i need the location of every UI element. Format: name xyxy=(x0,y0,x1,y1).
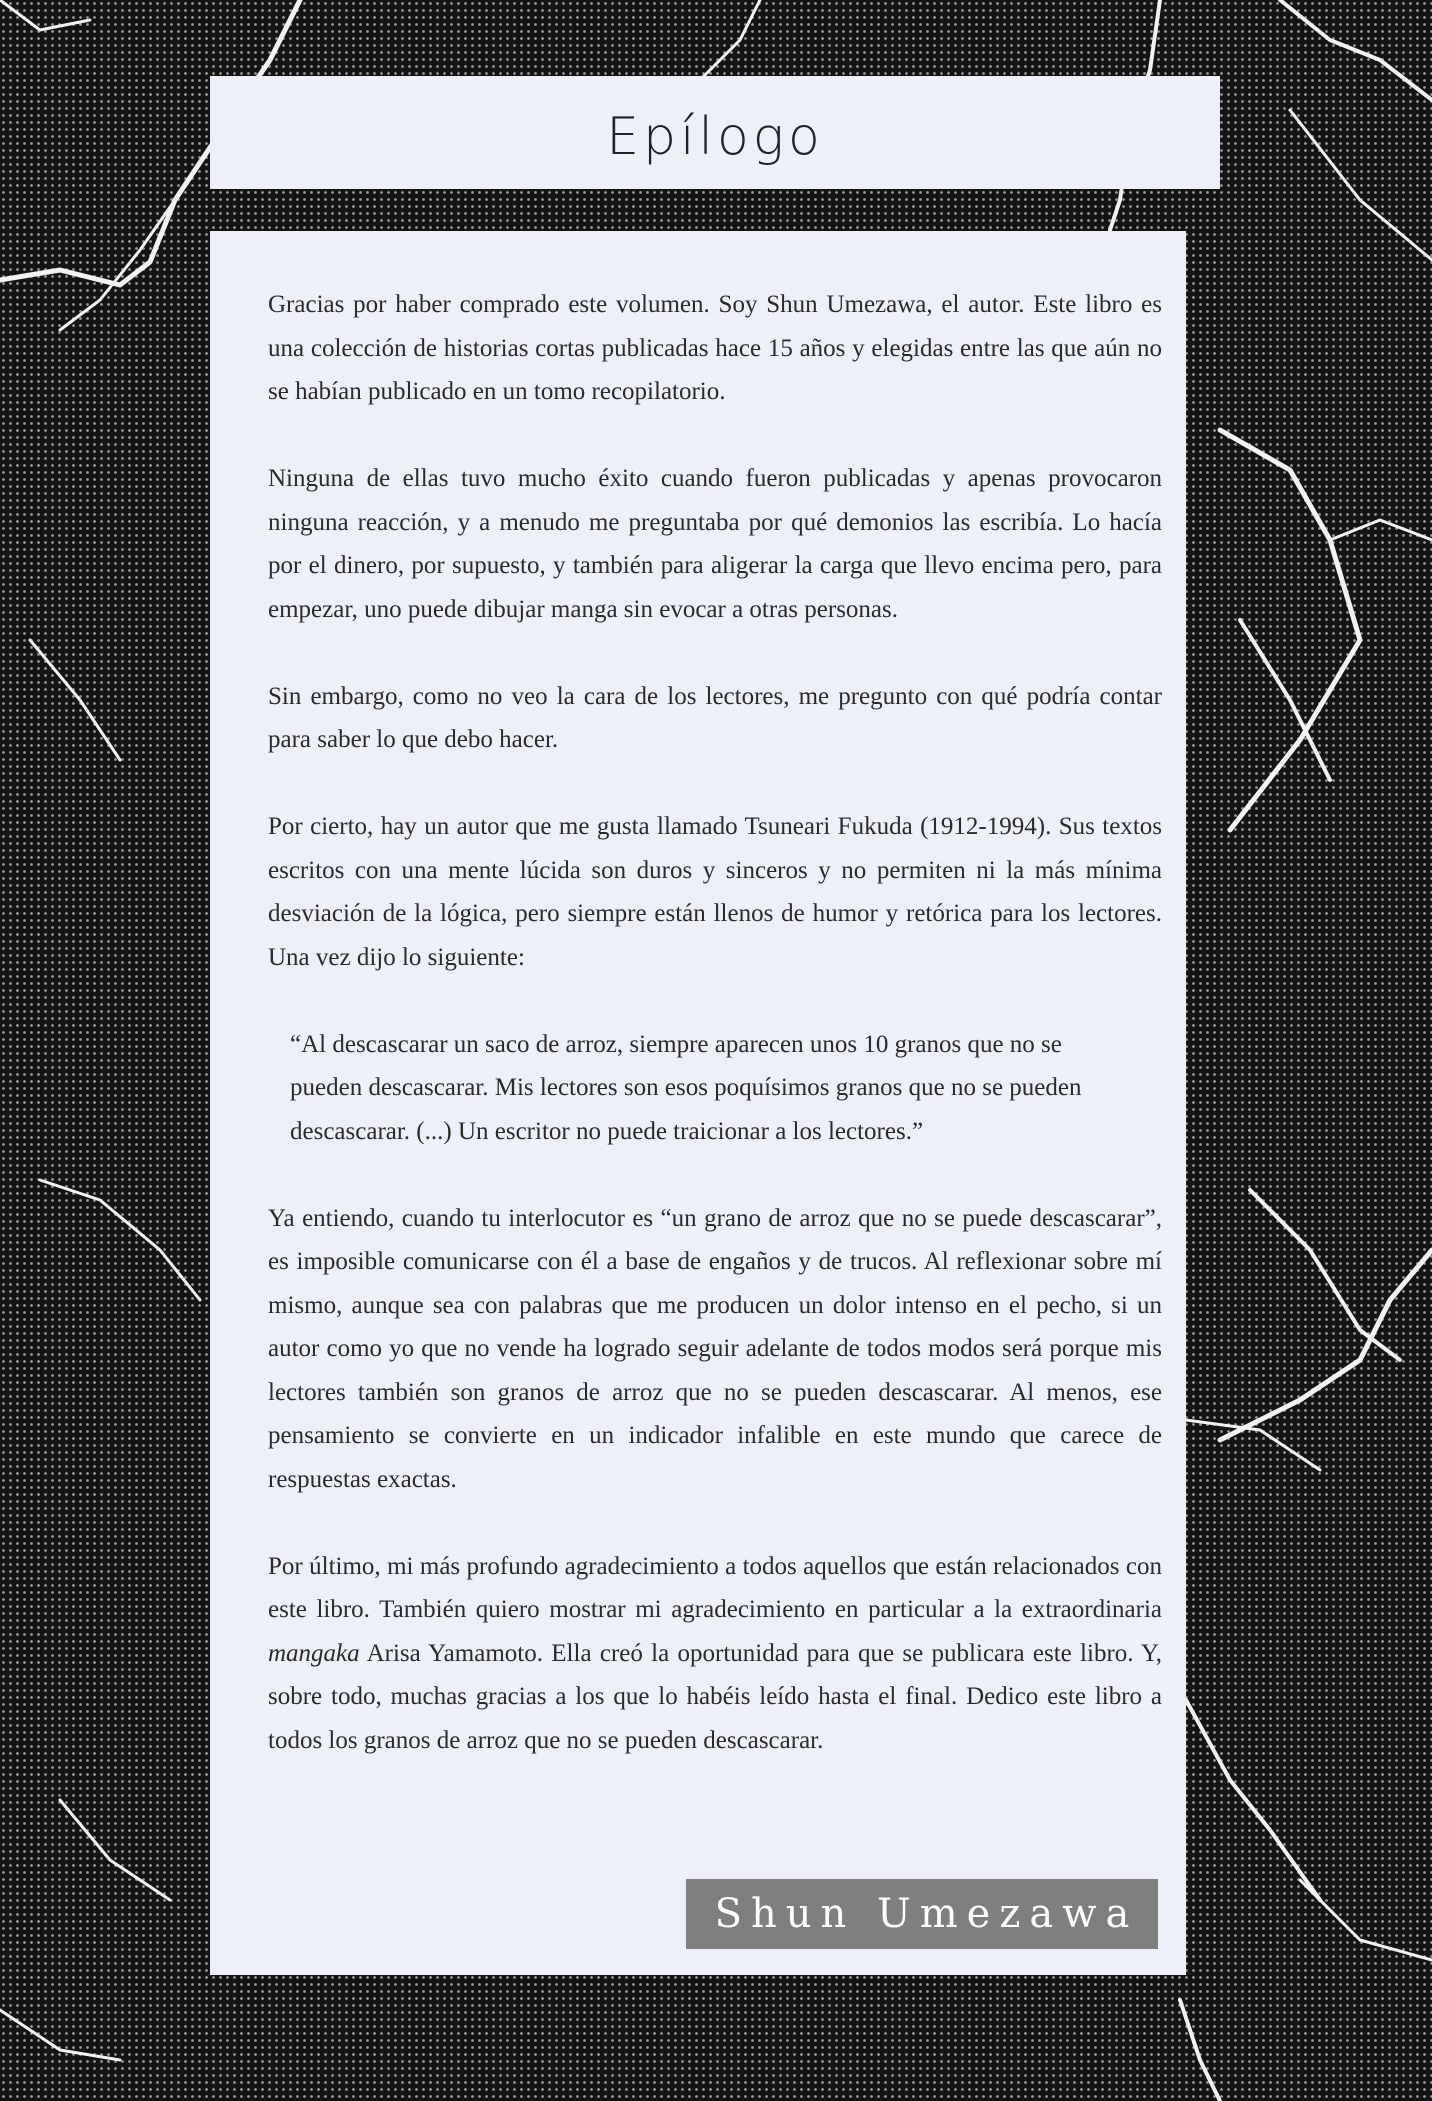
paragraph-5: Ya entiendo, cuando tu interlocutor es “un grano de arroz que no se puede descascarar”, es imposible comunicarse con él a base de engaños y de trucos. Al reflexionar sobre mí mismo, aunque sea con palabras que me producen un dolor intenso en el pecho, si un autor como yo que no vende ha logrado seguir adelante de todos modos será porque mis lectores también son granos de arroz que no se pueden descascarar. Al menos, ese pensamiento se convierte en un indicador infalible en este mundo que carece de respuestas exactas. xyxy=(268,1204,1162,1493)
author-name: Shun Umezawa xyxy=(714,1891,1139,1937)
epilogue-text-panel xyxy=(210,231,1186,1975)
paragraph-4: Por cierto, hay un autor que me gusta llamado Tsuneari Fukuda (1912-1994). Sus textos escritos con una mente lúcida son duros y sinceros y no permiten ni la más mínima desviación de la lógica, pero siempre están llenos de humor y retórica para los lectores. Una vez dijo lo siguiente: xyxy=(268,813,1162,971)
paragraph-6-text-b: Arisa Yamamoto. Ella creó la oportunidad para que se publicara este libro. Y, sobre todo, muchas gracias a los que lo habéis leído hasta el final. Dedico este libro a todos los granos de arroz que no se pueden descascarar. xyxy=(268,1639,1162,1754)
title-banner xyxy=(210,76,1220,189)
paragraph-6-italic: mangaka xyxy=(268,1639,360,1667)
paragraph-2: Ninguna de ellas tuvo mucho éxito cuando fueron publicadas y apenas provocaron ninguna reacción, y a menudo me preguntaba por qué demonios las escribía. Lo hacía por el dinero, por supuesto, y también para aligerar la carga que llevo encima pero, para empezar, uno puede dibujar manga sin evocar a otras personas. xyxy=(268,465,1162,623)
paragraph-6-text-a: Por último, mi más profundo agradecimiento a todos aquellos que están relacionados con este libro. También quiero mostrar mi agradecimiento en particular a la extraordinaria xyxy=(268,1552,1162,1623)
paragraph-6 xyxy=(268,1545,1162,1763)
paragraph-1: Gracias por haber comprado este volumen. Soy Shun Umezawa, el autor. Este libro es una colección de historias cortas publicadas hace 15 años y elegidas entre las que aún no se habían publicado en un tomo recopilatorio. xyxy=(268,291,1162,405)
author-signature xyxy=(686,1879,1158,1949)
page-title: Epílogo xyxy=(606,106,824,167)
epilogue-body xyxy=(268,283,1162,1762)
quote-block: “Al descascarar un saco de arroz, siempre aparecen unos 10 granos que no se pueden descascarar. Mis lectores son esos poquísimos granos que no se pueden descascarar. (...) Un escritor no puede traicionar a los lectores.” xyxy=(290,1030,1082,1145)
paragraph-3: Sin embargo, como no veo la cara de los lectores, me pregunto con qué podría contar para saber lo que debo hacer. xyxy=(268,682,1162,753)
